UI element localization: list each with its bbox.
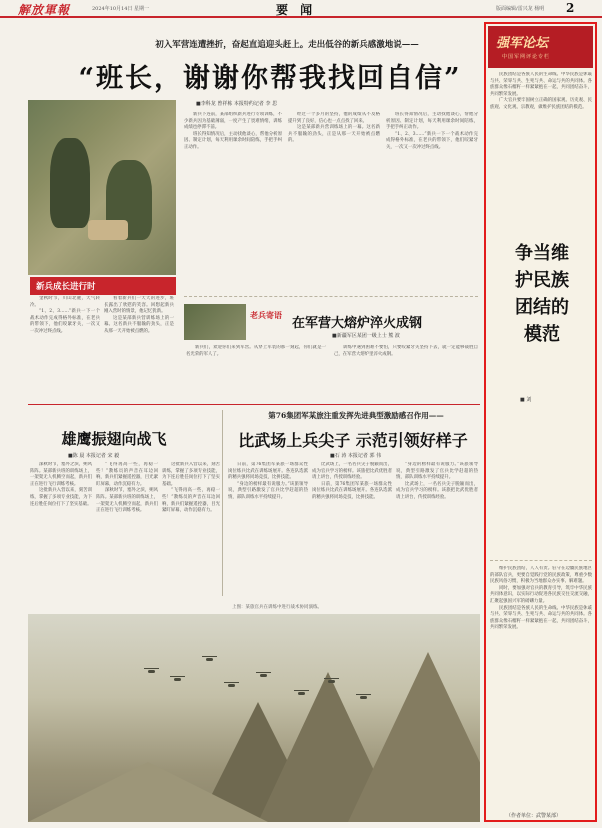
commentary-body-bottom xyxy=(490,566,592,810)
paragraph: 经过一个多月的坚持，他的成绩从不及格提升到了良好，信心也一点点找了回来。 xyxy=(288,112,380,124)
helicopter-icon xyxy=(298,692,305,695)
edition-info: 版面编辑/雷兴龙 杨明 xyxy=(496,6,545,12)
column-byline: ■新疆军区某团一级上士 熊 波 xyxy=(332,333,400,339)
helicopter-icon xyxy=(148,670,155,673)
commentary-author-unit: （作者单位：武警某部） xyxy=(506,813,562,819)
paragraph: 广大官兵要牢固树立正确的国家观、历史观、民族观、文化观、宗教观，做维护民族团结的模范。 xyxy=(490,98,592,110)
paragraph: 看着新兵们一天天的进步，班长露出了欣慰的笑容。回想起新兵刚入营时的情景，他记忆犹新。 xyxy=(104,296,174,315)
feature-right-kicker: 第76集团军某旅注重发挥先进典型激励感召作用—— xyxy=(268,411,444,420)
paragraph: “1、2、3……”新兵一下一个战术动作完成得格外标准，在老兵的带领下，他们咬紧牙关，一次又一次冲过终点线。 xyxy=(30,309,100,334)
helicopter-icon xyxy=(206,658,213,661)
paragraph: 班长得知情况后，主动找他谈心，帮他分析原因、制定计划，每天利用课余时间陪练，手把手纠正动作。 xyxy=(184,131,282,150)
section-title: 要 闻 xyxy=(276,3,317,17)
column-body-right xyxy=(334,345,478,397)
lead-body-col4 xyxy=(288,112,380,292)
section-rule xyxy=(28,404,480,405)
helicopter-icon xyxy=(228,684,235,687)
feature-right-title: 比武场上兵尖子 示范引领好样子 xyxy=(238,431,468,450)
paragraph: 比武场上，一名名兵尖子脱颖而出，成为官兵学习的榜样。该旅把比武优胜者请上讲台，传授训练经验。 xyxy=(396,481,478,500)
column-title: 在军营大熔炉淬火成钢 xyxy=(292,316,423,331)
feature-right-byline: ■石 涛 本报记者 郭 伟 xyxy=(330,453,382,459)
paragraph: 金秋时节，川山北麓，天气转冷。 xyxy=(30,296,100,308)
page-number: 2 xyxy=(566,1,575,15)
photo-caption: 上图：某旅官兵在训练中进行战术协同演练。 xyxy=(232,605,322,610)
paragraph: 日前，第76集团军某旅一场群众性岗位练兵比武在训练场展开。各连队选派的精兵强将同场竞技，比拼技能。 xyxy=(228,462,308,481)
feature-right-col3 xyxy=(396,462,478,592)
lead-body-col5 xyxy=(386,112,478,292)
helicopter-icon xyxy=(260,674,267,677)
feature-left-col2 xyxy=(96,462,158,592)
paragraph: “飞得再高一些，再稳一些！”教练员的声音在耳边回响，新兵们紧握遥控器，目光紧盯屏幕，动作沉稳有力。 xyxy=(96,462,158,487)
paragraph: 这是某部新兵营训练场上的一幕。这名新兵不服输的劲头，正是从那一天开始被点燃的。 xyxy=(104,315,174,334)
paragraph: 民族团结是各族人民的生命线。中华民族是休戚与共、荣辱与共、生死与共、命运与共的共同体。各族群众像石榴籽一样紧紧抱在一起，共同团结奋斗，共同繁荣发展。 xyxy=(490,72,592,97)
paragraph: 新兵们，欢迎你们来到军营。从穿上军装的那一刻起，你们就是一名光荣的军人了。 xyxy=(186,345,326,357)
mountain-peak xyxy=(28,762,268,822)
feature-right-col1 xyxy=(228,462,308,592)
column-body-left xyxy=(186,345,326,397)
paragraph: 民族团结是各族人民的生命线。中华民族是休戚与共、荣辱与共、生死与共、命运与共的共同体。各族群众像石榴籽一样紧紧抱在一起，共同团结奋斗，共同繁荣发展。 xyxy=(490,605,592,631)
commentary-subtitle: 中国军网评论专栏 xyxy=(502,54,551,60)
helicopter-icon xyxy=(360,696,367,699)
paragraph: 同时，要加强对官兵的教育引导，筑牢中华民族共同体意识，以实际行动促进各民族交往交流交融，汇聚起强国兴军的磅礴力量。 xyxy=(490,585,592,604)
divider xyxy=(490,560,592,561)
paragraph: 这批新兵入营以来，刻苦训练，掌握了多项专业技能，为下连后胜任岗位打下了坚实基础。 xyxy=(30,488,92,507)
mountain-peak xyxy=(348,652,480,822)
feature-left-col1 xyxy=(30,462,92,592)
paragraph: “身边的榜样最有说服力。”该旅领导说，典型引路激发了官兵比学赶超的热情，部队训练水平持续提升。 xyxy=(228,481,308,500)
paragraph: 深秋时节，塞外之滨，朔风阵阵。某部新兵班的训练场上，一架架无人机腾空而起，新兵们正在进行飞行训练考核。 xyxy=(30,462,92,487)
lead-title: “班长，谢谢你帮我找回自信” xyxy=(78,63,462,94)
feature-left-title: 雄鹰振翅向战飞 xyxy=(61,430,167,448)
photo-tag: 新兵成长进行时 xyxy=(30,277,176,295)
commentary-title: 强军论坛 xyxy=(496,36,549,51)
paragraph: 比武场上，一名名兵尖子脱颖而出，成为官兵学习的榜样。该旅把比武优胜者请上讲台，传授训练经验。 xyxy=(312,462,392,481)
soldier-figure xyxy=(50,138,90,228)
paragraph: 维护民族团结，人人有责。驻守在边疆民族地区的部队官兵，更要自觉践行党的民族政策，尊重少数民族风俗习惯，积极为当地群众办实事、解难题。 xyxy=(490,566,592,585)
mountain-helicopter-photo xyxy=(28,614,480,822)
commentary-header xyxy=(488,26,593,68)
commentary-author: ■ 刘 xyxy=(520,397,532,403)
feature-right-col2 xyxy=(312,462,392,592)
paragraph: 日前，第76集团军某旅一场群众性岗位练兵比武在训练场展开。各连队选派的精兵强将同场竞技，比拼技能。 xyxy=(312,481,392,500)
paragraph: 这是某部新兵营训练场上的一幕。这名新兵不服输的劲头，正是从那一天开始被点燃的。 xyxy=(288,125,380,144)
paragraph: 这批新兵入营以来，刻苦训练，掌握了多项专业技能，为下连后胜任岗位打下了坚实基础。 xyxy=(162,462,220,487)
lead-kicker: 初入军营连遭挫折，奋起直追迎头赶上。走出低谷的新兵感激地说—— xyxy=(155,40,419,50)
paragraph: “飞得再高一些，再稳一些！”教练员的声音在耳边回响，新兵们紧握遥控器，目光紧盯屏幕，动作沉稳有力。 xyxy=(162,488,220,514)
lead-body-col1 xyxy=(30,296,100,394)
paragraph: 训练中遇到困难不要怕，只要咬紧牙关坚持下去，就一定能够战胜自己，在军营大熔炉里淬火成钢。 xyxy=(334,345,478,357)
paragraph: 班长得知情况后，主动找他谈心，帮他分析原因、制定计划，每天利用课余时间陪练，手把手纠正动作。 xyxy=(386,112,478,131)
issue-date: 2024年10月14日 星期一 xyxy=(92,6,150,12)
column-tag: 老兵寄语 xyxy=(250,310,282,320)
lead-byline: ■李科龙 曾祥栋 本报特约记者 李 思 xyxy=(196,101,278,107)
paragraph: 深秋时节，塞外之滨，朔风阵阵。某部新兵班的训练场上，一架架无人机腾空而起，新兵们正在进行飞行训练考核。 xyxy=(96,488,158,514)
paragraph: 新兵下连前，某部组织新兵进行专项训练，不少新兵因为基础薄弱，一度产生了畏难情绪，训练成绩也停滞不前。 xyxy=(184,112,282,131)
lead-body-col3 xyxy=(184,112,282,292)
paragraph: “身边的榜样最有说服力。”该旅领导说，典型引路激发了官兵比学赶超的热情，部队训练水平持续提升。 xyxy=(396,462,478,481)
newspaper-logo: 解放軍報 xyxy=(18,3,71,17)
paragraph: “1、2、3……”新兵一下一个战术动作完成得格外标准，在老兵的带领下，他们咬紧牙关，一次又一次冲过终点线。 xyxy=(386,131,478,150)
lead-photo xyxy=(28,100,176,275)
column-portrait xyxy=(184,304,246,340)
commentary-body-top xyxy=(490,72,592,232)
helicopter-icon xyxy=(174,678,181,681)
lead-body-col2 xyxy=(104,296,174,394)
feature-left-byline: ■陈 晨 本报记者 宋 毅 xyxy=(68,453,120,459)
helicopter-icon xyxy=(328,680,335,683)
commentary-vertical-title: 争当维护民族团结的模范 xyxy=(515,243,569,345)
feature-left-col3 xyxy=(162,462,220,592)
first-aid-kit xyxy=(88,220,128,240)
divider xyxy=(184,296,478,297)
